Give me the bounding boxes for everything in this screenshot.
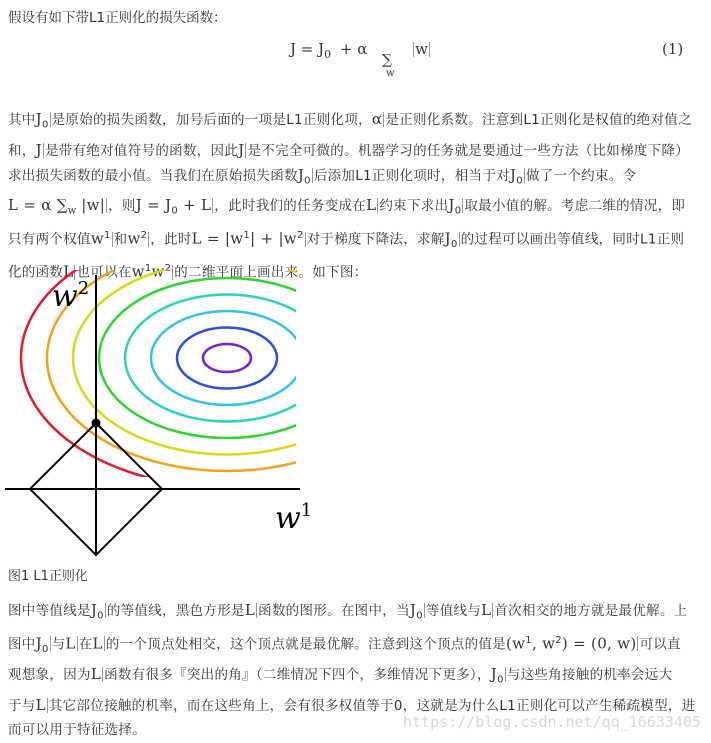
l1-regularization-figure bbox=[0, 270, 330, 560]
p2-line-4: 于与L 其它部位接触的机率，而在这些角上，会有很多权值等于0，这就是为什么L1正则化可以产生稀疏模型，进 bbox=[8, 695, 696, 714]
intro-text: 假设有如下带L1正则化的损失函数： bbox=[8, 10, 227, 26]
p1-line-4: L = α $\sum_w$ |w| ，则$J = J_0 + L$ ，此时我们的任务变成在L 约束下求出$J_0$ 取最小值的解。考虑二维的情况，即 bbox=[8, 196, 686, 218]
p1-line-2: 和，J 是带有绝对值符号的函数，因此J 是不完全可微的。机器学习的任务就是要通过一些方法（比如梯度下降） bbox=[8, 140, 690, 159]
p2-line-2: 图中$J_0$ 与L 在L 的一个顶点处相交，这个顶点就是最优解。注意到这个顶点的值是($w^1$, $w^2) = (0$, w) 可以直 bbox=[8, 634, 681, 655]
formula-sum: ∑ bbox=[382, 52, 392, 68]
formula-plus: + α bbox=[339, 40, 368, 58]
p1-line-1: 其中$J_0$ 是原始的损失函数，加号后面的一项是L1正则化项，α 是正则化系数。注意到L1正则化是权值的绝对值之 bbox=[8, 110, 692, 131]
formula-abs-var: w bbox=[415, 40, 429, 58]
w1-axis-label: $w^1$ bbox=[275, 500, 313, 536]
formula-sum-sub: w bbox=[386, 68, 395, 79]
p1-line-5: 只有两个权值$w^1$ 和$w^2$ ，此时$L = |w^1| + |w^2$ 对于梯度下降法，求解$J_0$ 的过程可以画出等值线，同时L1正则 bbox=[8, 229, 685, 251]
p1-line-3: 求出损失函数的最小值。当我们在原始损失函数$J_0$ 后添加L1正则化项时，相当于对$J_0$ 做了一个约束。令 bbox=[8, 165, 637, 187]
p2-line-5: 而可以用于特征选择。 bbox=[8, 721, 146, 738]
p2-line-1: 图中等值线是$J_0$ 的等值线，黑色方形是L 函数的图形。在图中，当$J_0$ 等值线与L 首次相交的地方就是最优解。上 bbox=[8, 601, 688, 622]
formula-l1 bbox=[290, 40, 431, 79]
paragraph-1 bbox=[8, 107, 704, 285]
contour-line-7 bbox=[177, 328, 277, 389]
p1-line-6: 化的函数L 也可以在$w^1w^2$ 的二维平面上画出来。如下图： bbox=[8, 262, 368, 281]
watermark: https://blog.csdn.net/qq_16633405 bbox=[402, 713, 701, 731]
w2-axis-label: $w^2$ bbox=[52, 278, 90, 314]
optimal-point bbox=[92, 419, 101, 428]
figure-caption: 图1 L1正则化 bbox=[8, 569, 88, 584]
contour-line-8 bbox=[203, 344, 251, 372]
formula-lhs-sub: 0 bbox=[324, 48, 332, 61]
contour-line-4 bbox=[99, 278, 330, 438]
formula-lhs: J = J bbox=[290, 40, 325, 58]
p2-line-3: 观想象，因为L 函数有很多『突出的角』（二维情况下四个，多维情况下更多），$J_0$ 与这些角接触的机率会远大 bbox=[8, 664, 673, 686]
contour-line-5 bbox=[125, 295, 329, 422]
formula-number: (1) bbox=[662, 40, 684, 58]
contour-line-6 bbox=[151, 311, 303, 405]
